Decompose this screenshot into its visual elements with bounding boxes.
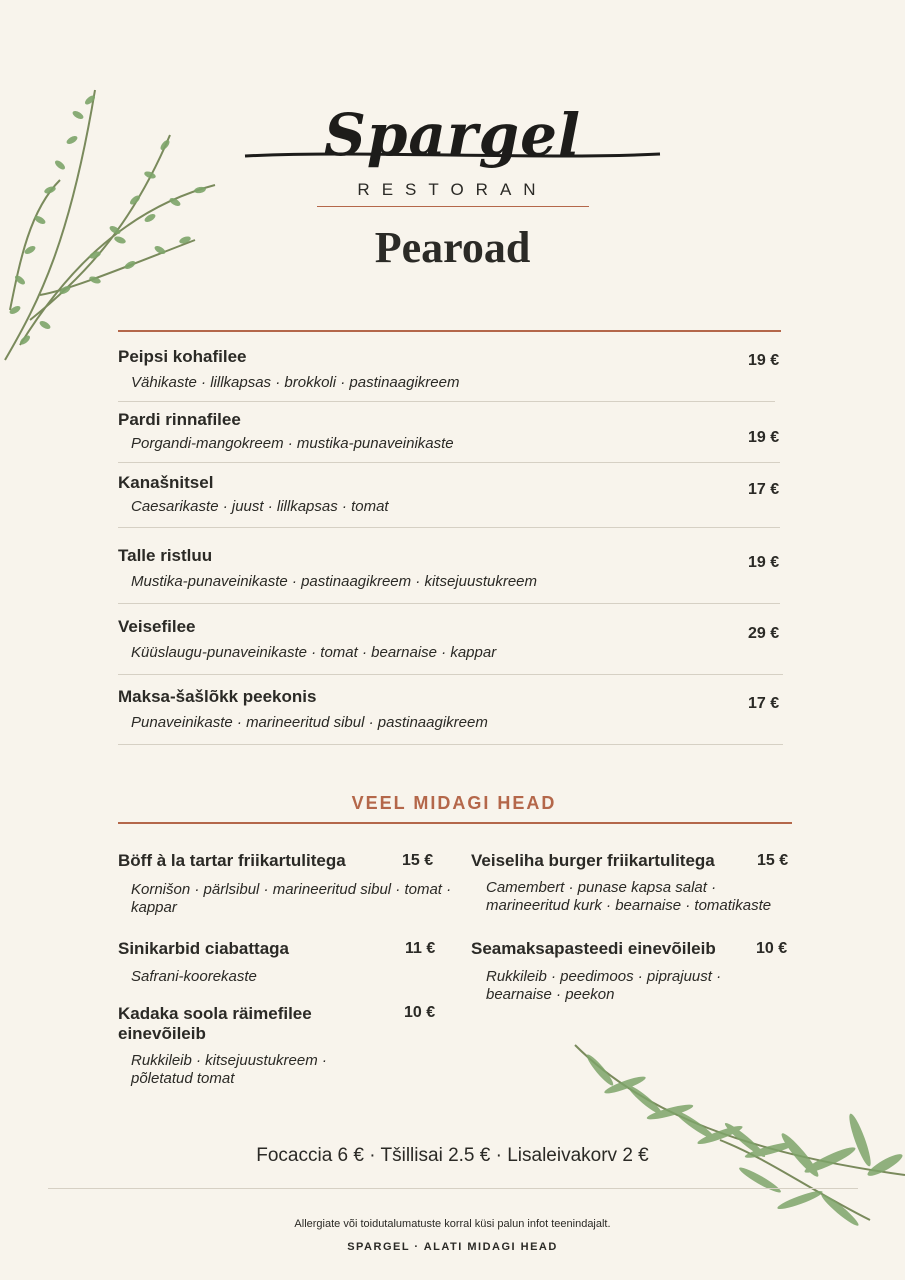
dish-price: 17 € [748,481,780,498]
row-divider [118,527,780,528]
dish-price: 19 € [748,554,780,571]
extra-price: 10 € [404,1004,436,1021]
extra-price: 10 € [756,940,788,957]
dish-name: Talle ristluu [118,546,213,565]
extra-name: Seamaksapasteedi einevõileib [471,939,716,958]
footer-tagline: SPARGEL · ALATI MIDAGI HEAD [347,1241,558,1253]
dish-name: Kanašnitsel [118,473,214,492]
extra-price: 11 € [405,940,436,957]
row-divider [118,462,780,463]
dish-name: Veisefilee [118,617,196,636]
menu-top-divider [118,330,781,332]
extra-name: Böff à la tartar friikartulitega [118,851,346,870]
dish-description: Vähikaste · lillkapsas · brokkoli · pastinaagikreem [131,374,460,391]
dish-price: 29 € [748,625,780,642]
extra-description: Camembert · punase kapsa salat · marineeritud kurk · bearnaise · tomatikaste [486,879,772,914]
extra-description: Rukkileib · peedimoos · piprajuust · bearnaise · peekon [486,968,722,1003]
dish-description: Küüslaugu-punaveinikaste · tomat · bearnaise · kappar [131,644,497,661]
extra-name: Sinikarbid ciabattaga [118,939,289,958]
footer-divider [48,1188,858,1189]
dish-price: 19 € [748,429,780,446]
extra-description: Kornišon · pärlsibul · marineeritud sibul · tomat · kappar [131,881,452,916]
extra-description: Safrani-koorekaste [131,968,257,985]
thyme-sprig-icon [0,80,230,370]
dish-description: Punaveinikaste · marineeritud sibul · pastinaagikreem [131,714,488,731]
dish-name: Peipsi kohafilee [118,347,247,366]
row-divider [118,603,780,604]
extra-name: Veiseliha burger friikartulitega [471,851,715,870]
dish-description: Mustika-punaveinikaste · pastinaagikreem · kitsejuustukreem [131,573,538,590]
bread-line: Focaccia 6 € · Tšillisai 2.5 € · Lisaleivakorv 2 € [256,1145,649,1166]
restaurant-logo: Spargel [323,101,582,169]
restaurant-subtitle: RESTORAN [357,180,548,199]
dish-name: Maksa-šašlõkk peekonis [118,687,317,706]
dish-price: 19 € [748,352,780,369]
subtitle-divider [317,206,589,207]
allergy-note: Allergiate või toidutalumatuste korral küsi palun infot teenindajalt. [294,1218,611,1230]
logo-underline-swash [240,148,665,162]
page-title: Pearoad [374,223,531,272]
dish-description: Porgandi-mangokreem · mustika-punaveinikaste [131,435,454,452]
extra-description: Rukkileib · kitsejuustukreem · põletatud tomat [131,1052,327,1087]
rosemary-branch-icon [570,1040,905,1230]
row-divider [118,674,783,675]
section-title: VEEL MIDAGI HEAD [351,793,557,813]
extra-name: Kadaka soola räimefilee einevõileib [118,1004,312,1043]
extra-price: 15 € [757,852,789,869]
row-divider [118,744,783,745]
row-divider [118,401,775,402]
section-divider [118,822,792,824]
dish-price: 17 € [748,695,780,712]
dish-name: Pardi rinnafilee [118,410,241,429]
dish-description: Caesarikaste · juust · lillkapsas · tomat [131,498,389,515]
extra-price: 15 € [402,852,434,869]
